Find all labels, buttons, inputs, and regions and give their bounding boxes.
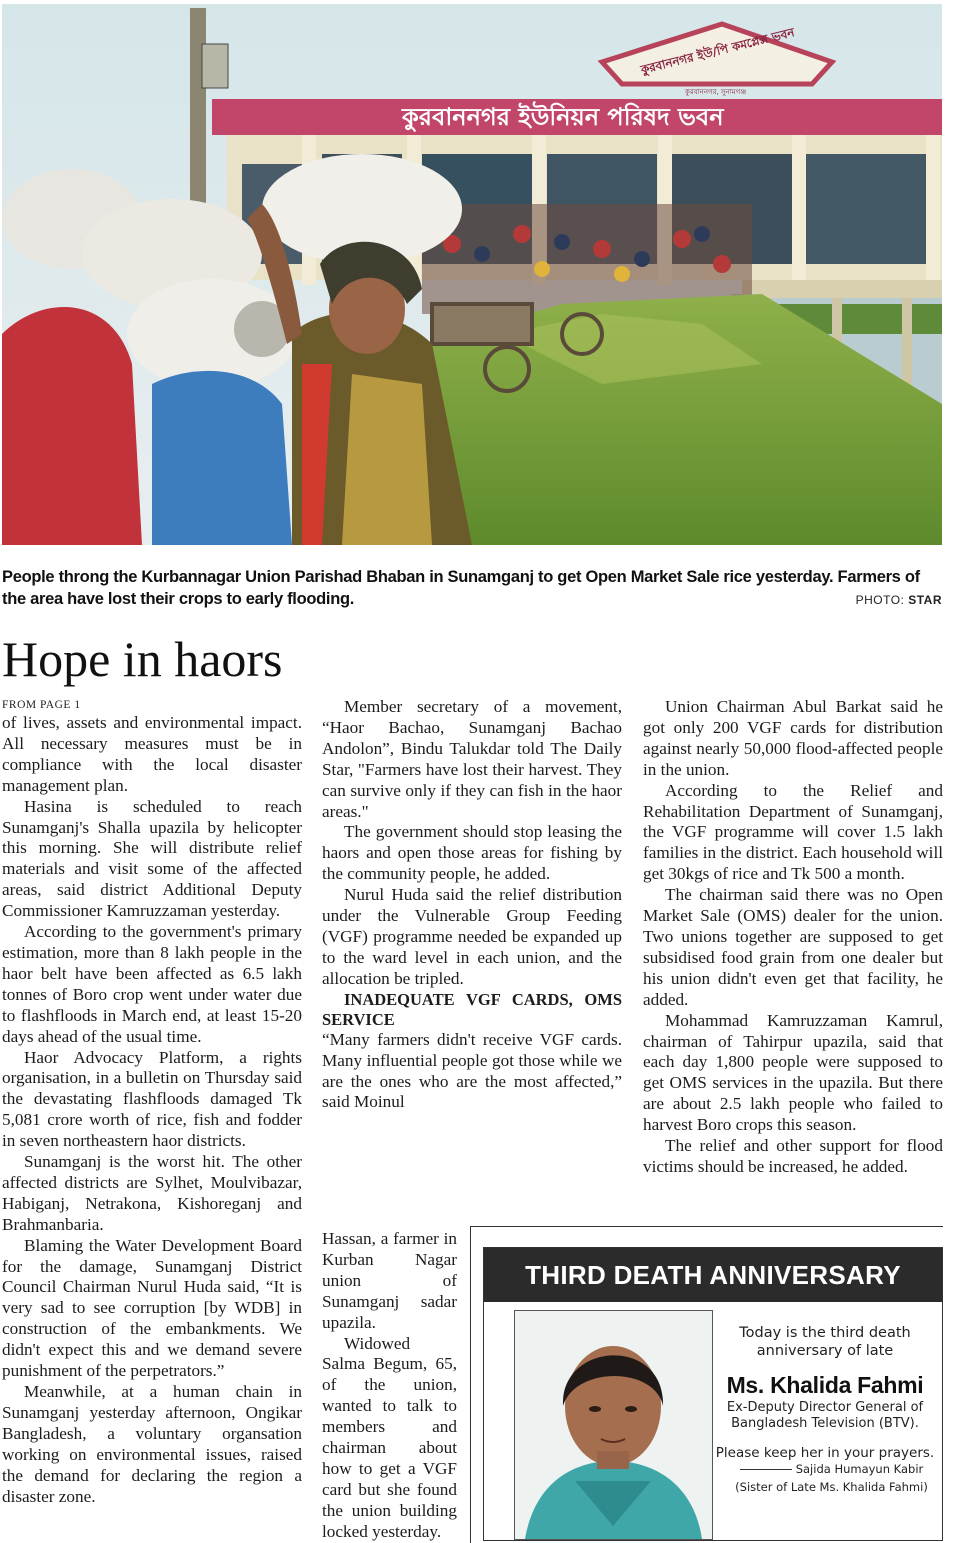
paragraph: Haor Advocacy Platform, a rights organisation, in a bulletin on Thursday said the devastating flashfloods damaged Tk 5,081 crore worth of rice, fish and fodder in seven northeastern haor districts. — [2, 1047, 302, 1151]
paragraph: Blaming the Water Development Board for the damage, Sunamganj District Council Chairman Nurul Huda said, “It is very sad to see corruption [by WDB] in construction of the embankments. We didn't expect this and we demand severe punishment of the perpetrators.” — [2, 1235, 302, 1381]
news-photo — [2, 4, 942, 545]
paragraph: Union Chairman Abul Barkat said he got only 200 VGF cards for distribution against nearly 50,000 flood-affected people in the union. — [643, 697, 943, 779]
building-top-sign: কুরবাননগর ইউ/পি কমপ্লেক্স ভবন — [639, 25, 796, 77]
paragraph: Sunamganj is the worst hit. The other affected districts are Sylhet, Moulvibazar, Habiganj, Netrakona, Kishoreganj and Brahmanbaria. — [2, 1152, 302, 1234]
ad-signatory: Sajida Humayun Kabir — [795, 1462, 924, 1476]
paragraph: According to the Relief and Rehabilitation Department of Sunamganj, the VGF programme will cover 1.5 lakh families in the district. Each household will get 30kgs of rice and Tk 500 a month. — [643, 780, 943, 884]
paragraph: Hassan, a farmer in Kurban Nagar union of Sunamganj sadar upazila. — [322, 1229, 457, 1332]
portrait-photo — [514, 1310, 713, 1540]
photo-credit-source: STAR — [908, 593, 942, 607]
from-page-label: FROM PAGE 1 — [2, 699, 81, 711]
building-sign-text: কুরবাননগর ইউনিয়ন পরিষদ ভবন — [402, 103, 724, 131]
signature-rule — [740, 1469, 792, 1470]
paragraph: Widowed Salma Begum, 65, of the union, wanted to talk to members and chairman about how to get a VGF card but she found the union building locked yesterday. — [322, 1333, 457, 1541]
ad-intro: Today is the third death anniversary of late — [739, 1325, 911, 1359]
article-column-2-narrow — [322, 1229, 457, 1543]
building-small-sign: কুরবাননগর, সুনামগঞ্জ — [685, 88, 747, 96]
photo-caption: People throng the Kurbannagar Union Parishad Bhaban in Sunamganj to get Open Market Sale rice yesterday. Farmers of the area have lost their crops to early flooding. — [2, 568, 920, 608]
ad-message — [714, 1324, 936, 1462]
paragraph: Member secretary of a movement, “Haor Bachao, Sunamganj Bachao Andolon”, Bindu Talukdar told The Daily Star, "Farmers have lost their harvest. They can survive only if they can fish in the haor areas." — [322, 697, 622, 821]
paragraph: of lives, assets and environmental impact. All necessary measures must be in compliance with the local disaster management plan. — [2, 713, 302, 795]
ad-relation: (Sister of Late Ms. Khalida Fahmi) — [735, 1480, 928, 1494]
article-column-3 — [643, 697, 943, 1178]
paragraph: Meanwhile, at a human chain in Sunamganj yesterday afternoon, Ongikar Bangladesh, a voluntary organsation working on environmental issues, raised the demand for declaring the region a disaster zone. — [2, 1382, 302, 1506]
headline: Hope in haors — [2, 631, 283, 687]
paragraph: Hasina is scheduled to reach Sunamganj's Shalla upazila by helicopter this morning. She will distribute relief materials and visit some of the affected areas, said district Additional Deputy Commissioner Kamruzzaman yesterday. — [2, 796, 302, 921]
ad-person-title: Ex-Deputy Director General of Bangladesh Television (BTV). — [726, 1400, 924, 1431]
article-column-1 — [2, 697, 302, 1507]
paragraph: The government should stop leasing the haors and open those areas for fishing by the community people, he added. — [322, 822, 622, 884]
paragraph: According to the government's primary estimation, more than 8 lakh people in the haor belt have been affected as 6.5 lakh tonnes of Boro crop went under water due to flashfloods in March end, at least 15-20 days ahead of the usual time. — [2, 922, 302, 1046]
paragraph: Mohammad Kamruzzaman Kamrul, chairman of Tahirpur upazila, said that each day 1,800 people were supposed to get OMS services in the upazila. But there are about 2.5 lakh people who failed to harvest Boro crops this season. — [643, 1010, 943, 1135]
photo-credit-prefix: PHOTO: — [855, 593, 905, 607]
photo-credit — [856, 593, 942, 607]
paragraph: The chairman said there was no Open Market Sale (OMS) dealer for the union. Two unions together are supposed to get subsidised food grain from one dealer but his union didn't even get that facility, he added. — [643, 885, 943, 1009]
paragraph: Nurul Huda said the relief distribution under the Vulnerable Group Feeding (VGF) programme needed be expanded up to the ward level in each union, and the allocation be tripled. — [322, 885, 622, 988]
ad-person-name: Ms. Khalida Fahmi — [726, 1372, 924, 1398]
paragraph: The relief and other support for flood victims should be increased, he added. — [643, 1136, 943, 1176]
article-column-2 — [322, 697, 622, 1113]
paragraph: “Many farmers didn't receive VGF cards. Many influential people got those while we are the ones who are the most affected,” said Moinul — [322, 1029, 622, 1112]
anniversary-ad — [483, 1247, 943, 1541]
section-subhead: INADEQUATE VGF CARDS, OMS SERVICE — [322, 989, 622, 1029]
ad-prayer: Please keep her in your prayers. — [715, 1445, 935, 1461]
ad-signature — [719, 1460, 944, 1496]
ad-heading: THIRD DEATH ANNIVERSARY — [484, 1248, 942, 1302]
photo-illustration — [2, 4, 942, 545]
